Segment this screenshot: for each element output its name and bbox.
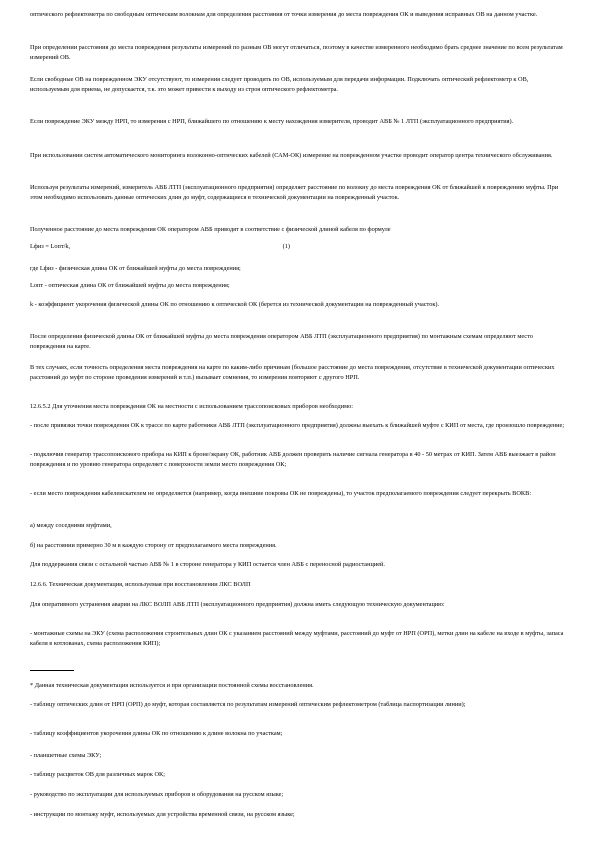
- list-item: - таблицу коэффициентов укорочения длины ОК по отношению к длине волокна по участкам;: [30, 730, 283, 737]
- paragraph: Полученное расстояние до места повреждения ОК оператором АВБ приводят в соответствие с физической длиной кабеля по формуле: [30, 226, 391, 233]
- paragraph: После определения физической длины ОК от ближайшей муфты до места повреждения оператором АВБ ЛТП (эксплуатационного предприятия) по монтажным схемам определяют место повреждения на карте.: [30, 333, 533, 350]
- definition: Lопт - оптическая длина ОК от ближайшей муфты до места повреждения;: [30, 282, 230, 289]
- footnote: * Данная техническая документация используется и при организации постоянной схемы восстановления.: [30, 682, 314, 689]
- formula: [30, 242, 290, 252]
- paragraph: При использовании систем автоматического мониторинга волоконно-оптических кабелей (САМ-ОК) измерение на поврежденном участке проводит оператор центра технического обслуживания.: [30, 152, 553, 159]
- list-item: - после привязки точки повреждения ОК к трассе по карте работники АВБ ЛТП (эксплуатационного предприятия) должны выехать к ближайшей муфте с КИП от места, где произошло повреждение;: [30, 422, 565, 429]
- list-item: - таблицу расцветок ОВ для различных марок ОК;: [30, 771, 165, 778]
- paragraph: В тех случаях, если точность определения места повреждения на карте по каким-либо причинам (большое расстояние до места повреждения, отсутствие в технической документации оптических расстояний до муфт по стороне проведения измерений и т.п.) вызывает сомнения, то измерения повторяют с другого НРП.: [30, 364, 555, 381]
- paragraph: При определении расстояния до места повреждения результаты измерений по разным ОВ могут отличаться, поэтому в качестве измеренного необходимо брать среднее значение по всем результатам измерений ОВ.: [30, 44, 563, 61]
- formula-number: (1): [282, 243, 290, 250]
- paragraph: Для поддержания связи с остальной частью АВБ № 1 в стороне генератора у КИП остается член АВБ с переносной радиостанцией.: [30, 561, 385, 568]
- list-item: - планшетные схемы ЭКУ;: [30, 752, 102, 759]
- paragraph: Если повреждение ЭКУ между НРП, то измерения с НРП, ближайшего по отношению к месту нахождения измерителя, проводит АВБ № 1 ЛТП (эксплуатационного предприятия).: [30, 118, 514, 125]
- footnote-separator: [30, 670, 74, 671]
- list-item: - руководство по эксплуатации для используемых приборов и оборудования на русском языке;: [30, 791, 284, 798]
- list-item: - подключив генератор трассопоискового прибора на КИП к броне/экрану ОК, работник АВБ должен проверить наличие сигнала генератора в 40 - 50 метрах от КИП. Затем АВБ выезжает в район повреждения и по уровню генератора определяет с поверхности земли место повреждения ОК;: [30, 451, 556, 468]
- definition: где Lфиз - физическая длина ОК от ближайшей муфты до места повреждения;: [30, 265, 241, 272]
- list-item: - монтажные схемы на ЭКУ (схема расположения строительных длин ОК с указанием расстояний между муфтами, расстояний до муфт от НРП (ОРП), метки длин на кабеле на входе в муфты, запаса кабеля в котлованах, схема расположения КИП);: [30, 630, 564, 647]
- paragraph: Используя результаты измерений, измеритель АВБ ЛТП (эксплуатационного предприятия) определяет расстояние по волокну до места повреждения ОК от ближайшей к повреждению муфты. При этом необходимо использовать данные оптических длин до муфт, содержащиеся в технической документации на поврежденный участок.: [30, 184, 559, 201]
- paragraph: оптического рефлектометра по свободным оптическим волокнам для определения расстояния от точки измерения до места повреждения ОК и выведения исправных ОВ на данном участке.: [30, 11, 538, 18]
- section-heading: 12.6.5.2 Для уточнения места повреждения ОК на местности с использованием трассопоисковых приборов необходимо:: [30, 403, 353, 410]
- list-item: - инструкции по монтажу муфт, используемых для устройства временной связи, на русском языке;: [30, 811, 295, 818]
- section-heading: 12.6.6. Техническая документация, используемая при восстановлении ЛКС ВОЛП: [30, 581, 251, 588]
- paragraph: Если свободные ОВ на поврежденном ЭКУ отсутствуют, то измерения следует проводить по ОВ, используемым для передачи информации. Подключать оптический рефлектометр к ОВ, используемым для приема, не допускается, т.к. это может привести к выходу из строя оптического рефлектометра.: [30, 76, 529, 93]
- list-item: а) между соседними муфтами,: [30, 522, 112, 529]
- paragraph: Для оперативного устранения аварии на ЛКС ВОЛП АВБ ЛТП (эксплуатационного предприятия) должна иметь следующую техническую документацию:: [30, 601, 445, 608]
- list-item: - таблицу оптических длин от НРП (ОРП) до муфт, которая составляется по результатам измерений оптическим рефлектометром (таблица паспортизации линии);: [30, 701, 466, 708]
- list-item: - если место повреждения кабелеискателем не определяется (например, когда внешние покровы ОК не повреждены), то участок предполагаемого повреждения следует перекрыть ВОКВ:: [30, 490, 532, 497]
- formula-text: Lфиз = Lопт/k,: [30, 243, 71, 250]
- list-item: б) на расстоянии примерно 30 м в каждую сторону от предполагаемого места повреждения.: [30, 542, 277, 549]
- definition: k - коэффициент укорочения физической длины ОК по отношению к оптической ОК (берется из технической документации на поврежденный участок).: [30, 301, 440, 308]
